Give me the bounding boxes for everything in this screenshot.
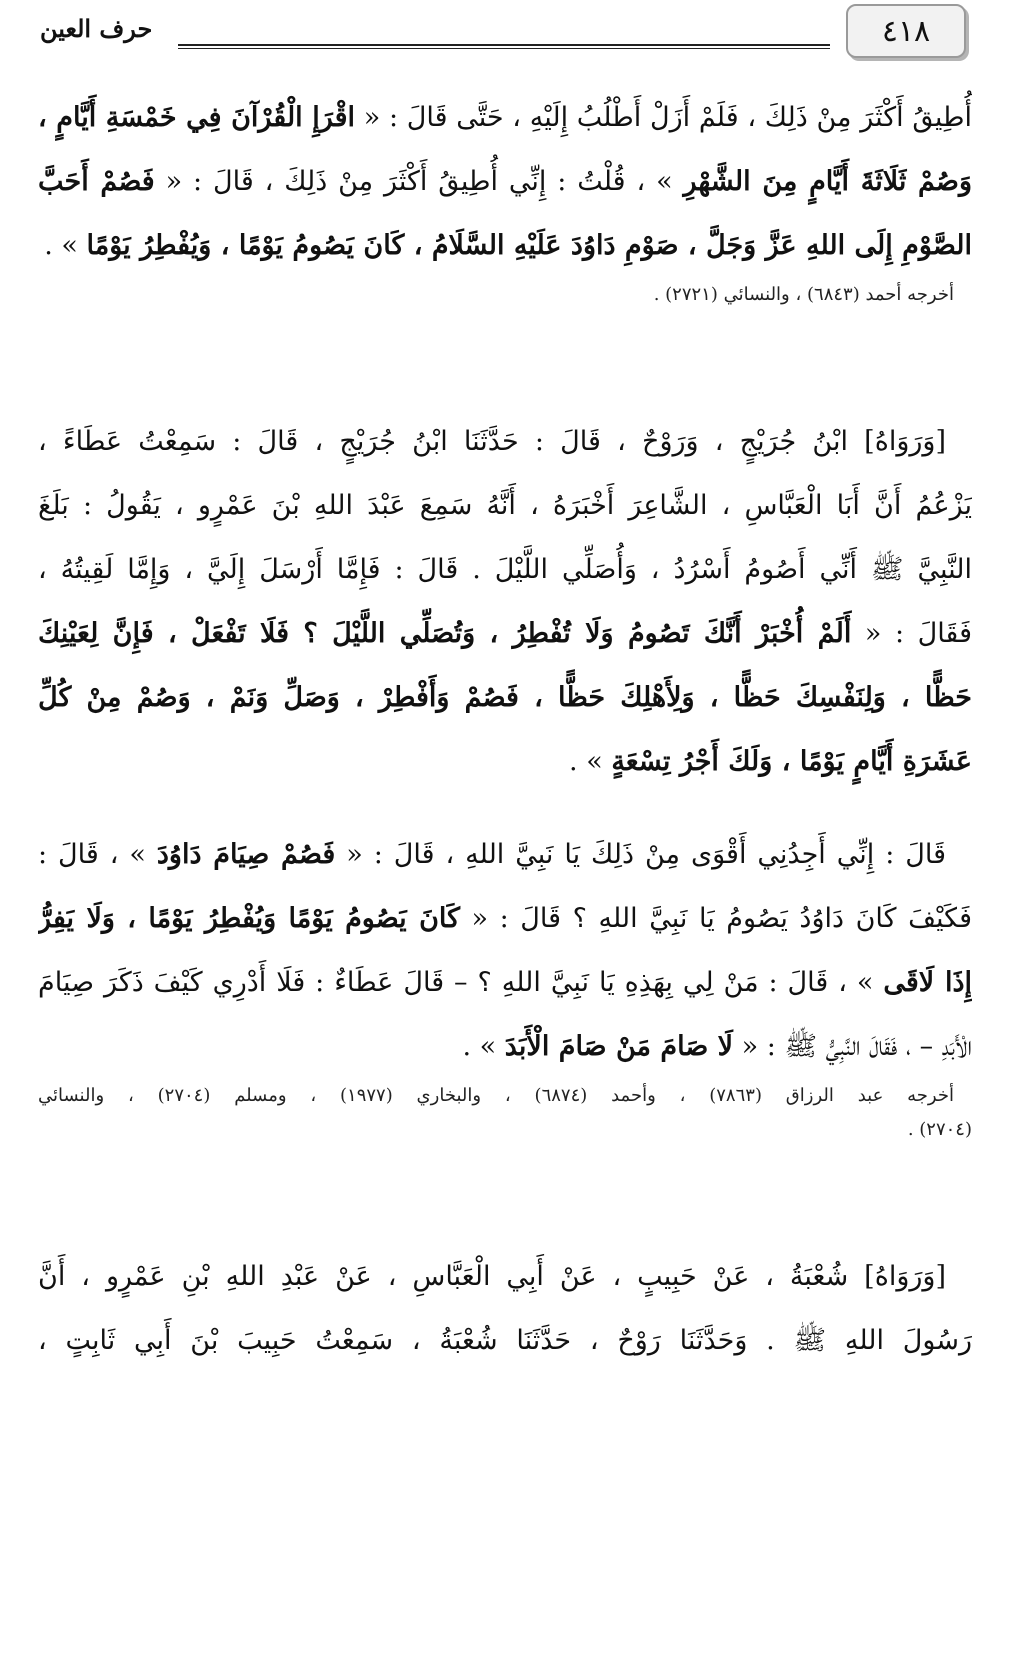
footnote-reference: أخرجه عبد الرزاق (٧٨٦٣) ، وأحمد (٦٨٧٤) ، والبخاري (١٩٧٧) ، ومسلم (٢٧٠٤) ، والنسائي bbox=[38, 1085, 954, 1106]
hadith-paragraph-3 bbox=[38, 823, 972, 1147]
text-line: الصَّوْمِ إِلَى اللهِ عَزَّ وَجَلَّ ، صَوْمِ دَاوُدَ عَلَيْهِ السَّلَامُ ، كَانَ يَصُومُ يَوْمًا ، وَيُفْطِرُ يَوْمًا » . bbox=[44, 230, 972, 261]
hadith-paragraph-4 bbox=[38, 1245, 972, 1373]
text-line: يَزْعُمُ أَنَّ أَبَا الْعَبَّاسِ ، الشَّاعِرَ أَخْبَرَهُ ، أَنَّهُ سَمِعَ عَبْدَ اللهِ بْنَ عَمْرٍو ، يَقُولُ : بَلَغَ bbox=[38, 490, 972, 521]
text-line: فَكَيْفَ كَانَ دَاوُدُ يَصُومُ يَا نَبِيَّ اللهِ ؟ قَالَ : « كَانَ يَصُومُ يَوْمًا وَيُفْطِرُ يَوْمًا ، وَلَا يَفِرُّ bbox=[38, 903, 972, 934]
footnote-reference-continued: (٢٧٠٤) . bbox=[907, 1119, 972, 1140]
text-line: حَظًّا ، وَلِنَفْسِكَ حَظًّا ، وَلِأَهْلِكَ حَظًّا ، فَصُمْ وَأَفْطِرْ ، وَصَلِّ وَنَمْ ، وَصُمْ مِنْ كُلِّ bbox=[38, 682, 972, 713]
page-number bbox=[846, 4, 966, 58]
hadith-paragraph-2 bbox=[38, 410, 972, 794]
text-line: رَسُولَ اللهِ ﷺ . وَحَدَّثَنَا رَوْحٌ ، حَدَّثَنَا شُعْبَةُ ، سَمِعْتُ حَبِيبَ بْنَ أَبِي ثَابِتٍ ، bbox=[38, 1325, 972, 1356]
page-number-text: ٤١٨ bbox=[881, 13, 931, 49]
chapter-title: حرف العين bbox=[40, 14, 153, 43]
text-line: وَصُمْ ثَلَاثَةَ أَيَّامٍ مِنَ الشَّهْرِ » ، قُلْتُ : إِنِّي أُطِيقُ أَكْثَرَ مِنْ ذَلِكَ ، قَالَ : « فَصُمْ أَحَبَّ bbox=[38, 166, 972, 197]
text-line: [وَرَوَاهُ] شُعْبَةُ ، عَنْ حَبِيبٍ ، عَنْ أَبِي الْعَبَّاسِ ، عَنْ عَبْدِ اللهِ بْنِ عَمْرٍو ، أَنَّ bbox=[38, 1261, 946, 1292]
text-line: النَّبِيَّ ﷺ أَنِّي أَصُومُ أَسْرُدُ ، وَأُصَلِّي اللَّيْلَ . قَالَ : فَإِمَّا أَرْسَلَ إِلَيَّ ، وَإِمَّا لَقِيتُهُ ، bbox=[38, 554, 972, 585]
footnote-reference: أخرجه أحمد (٦٨٤٣) ، والنسائي (٢٧٢١) . bbox=[653, 284, 954, 305]
text-line: عَشَرَةِ أَيَّامٍ يَوْمًا ، وَلَكَ أَجْرُ تِسْعَةٍ » . bbox=[569, 746, 972, 777]
text-line: الْأَبَدِ – ، فَقَالَ النَّبِيُّ ﷺ : « لَا صَامَ مَنْ صَامَ الْأَبَدَ » . bbox=[462, 1031, 972, 1062]
text-line: أُطِيقُ أَكْثَرَ مِنْ ذَلِكَ ، فَلَمْ أَزَلْ أَطْلُبُ إِلَيْهِ ، حَتَّى قَالَ : « اقْرَإِ الْقُرْآنَ فِي خَمْسَةِ أَيَّامٍ ، bbox=[38, 102, 972, 133]
text-line: إِذَا لَاقَى » ، قَالَ : مَنْ لِي بِهَذِهِ يَا نَبِيَّ اللهِ ؟ – قَالَ عَطَاءٌ : فَلَا أَدْرِي كَيْفَ ذَكَرَ صِيَامَ bbox=[38, 967, 972, 998]
text-line: فَقَالَ : « أَلَمْ أُخْبَرْ أَنَّكَ تَصُومُ وَلَا تُفْطِرُ ، وَتُصَلِّي اللَّيْلَ ؟ فَلَا تَفْعَلْ ، فَإِنَّ لِعَيْنِكَ bbox=[38, 618, 972, 649]
text-line: [وَرَوَاهُ] ابْنُ جُرَيْجٍ ، وَرَوْحٌ ، قَالَ : حَدَّثَنَا ابْنُ جُرَيْجٍ ، قَالَ : سَمِعْتُ عَطَاءً ، bbox=[38, 426, 946, 457]
text-line: قَالَ : إِنِّي أَجِدُنِي أَقْوَى مِنْ ذَلِكَ يَا نَبِيَّ اللهِ ، قَالَ : « فَصُمْ صِيَامَ دَاوُدَ » ، قَالَ : bbox=[38, 839, 947, 870]
header-rule bbox=[178, 44, 830, 49]
hadith-paragraph-1 bbox=[38, 86, 972, 312]
